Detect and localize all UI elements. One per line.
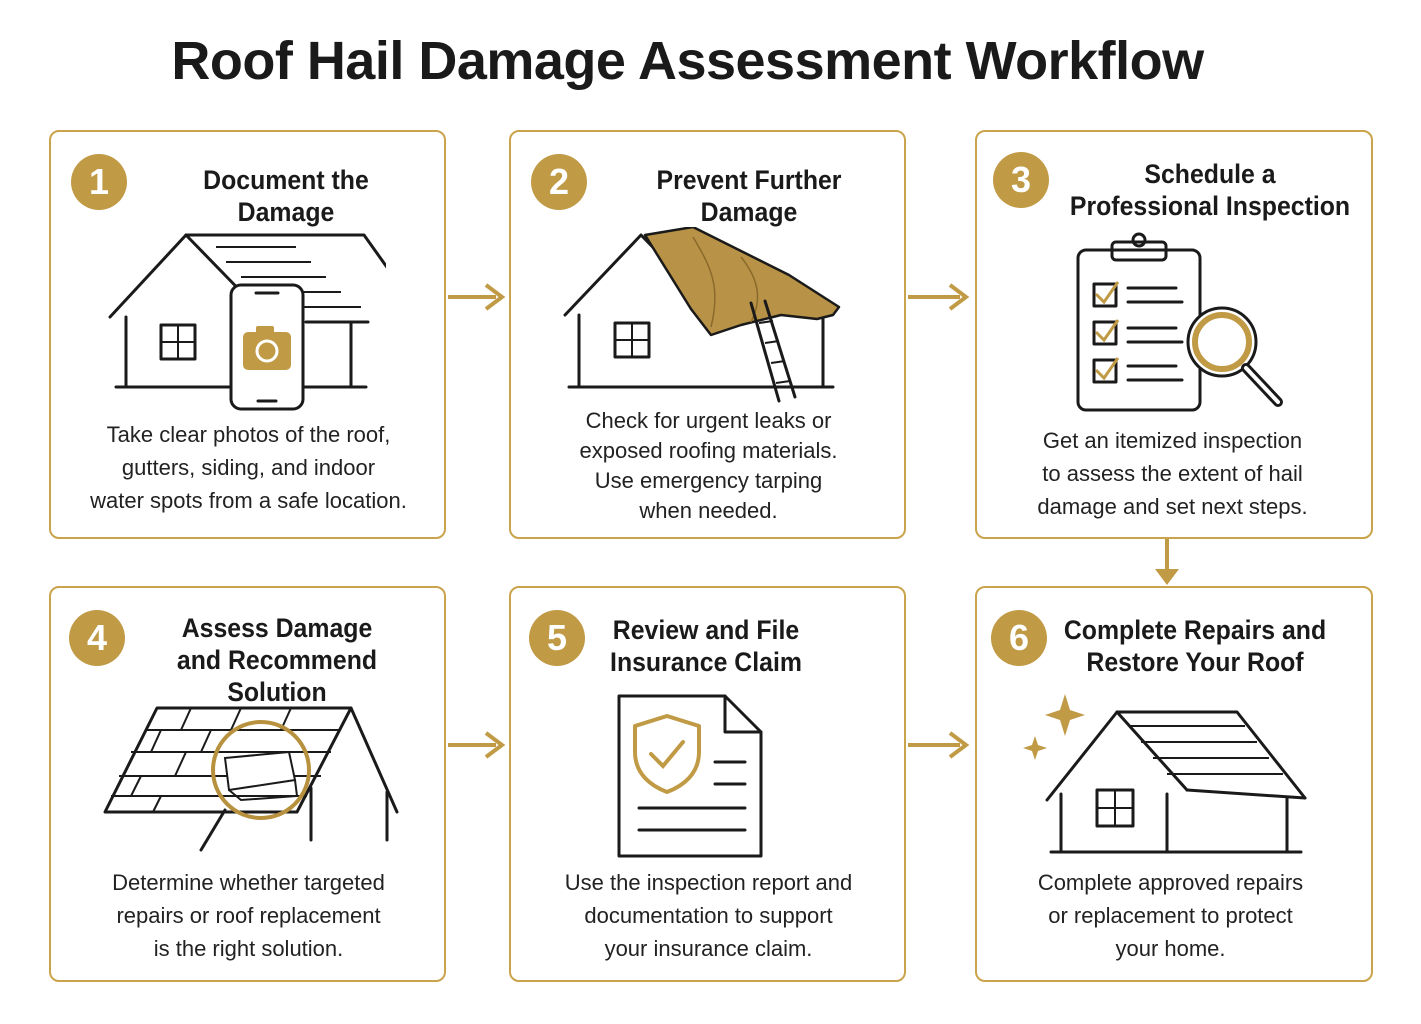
house-tarp-ladder-icon (561, 227, 851, 407)
roof-damage-circle-icon (101, 700, 401, 860)
house-phone-camera-icon (106, 227, 386, 417)
step-card-3 (975, 130, 1373, 539)
step-description: Take clear photos of the roof, gutters, siding, and indoor water spots from a safe location. (90, 422, 407, 513)
step-description: Check for urgent leaks or exposed roofing materials. Use emergency tarping when needed. (579, 408, 838, 523)
step-card-6 (975, 586, 1373, 982)
arrow-right-icon (446, 281, 508, 313)
step-title: Review and File Insurance Claim (610, 615, 802, 677)
document-shield-icon (615, 692, 765, 862)
arrow-right-icon (906, 729, 972, 761)
arrow-right-icon (446, 729, 508, 761)
step-card-4 (49, 586, 446, 982)
step-title: Assess Damage and Recommend Solution (176, 613, 378, 707)
clipboard-magnifier-icon (1072, 232, 1292, 422)
step-description: Get an itemized inspection to assess the extent of hail damage and set next steps. (1037, 428, 1308, 519)
step-description: Determine whether targeted repairs or roof replacement is the right solution. (112, 870, 385, 961)
arrow-right-icon (906, 281, 972, 313)
house-sparkle-icon (1017, 690, 1317, 860)
arrow-down-icon (1151, 539, 1183, 587)
step-number-badge: 1 (71, 154, 127, 210)
step-description: Use the inspection report and documentation to support your insurance claim. (564, 870, 853, 961)
step-description: Complete approved repairs or replacement to protect your home. (1037, 870, 1304, 961)
page-title: Roof Hail Damage Assessment Workflow (171, 31, 1204, 91)
step-card-5 (509, 586, 906, 982)
step-number-badge: 2 (531, 154, 587, 210)
step-number-badge: 4 (69, 610, 125, 666)
step-card-1 (49, 130, 446, 539)
step-number-badge: 6 (991, 610, 1047, 666)
step-title: Complete Repairs and Restore Your Roof (1063, 615, 1327, 677)
step-title: Document the Damage (203, 165, 369, 227)
step-number-badge: 5 (529, 610, 585, 666)
step-number-badge: 3 (993, 152, 1049, 208)
step-card-2 (509, 130, 906, 539)
step-title: Schedule a Professional Inspection (1069, 159, 1351, 221)
step-title: Prevent Further Damage (656, 165, 842, 227)
